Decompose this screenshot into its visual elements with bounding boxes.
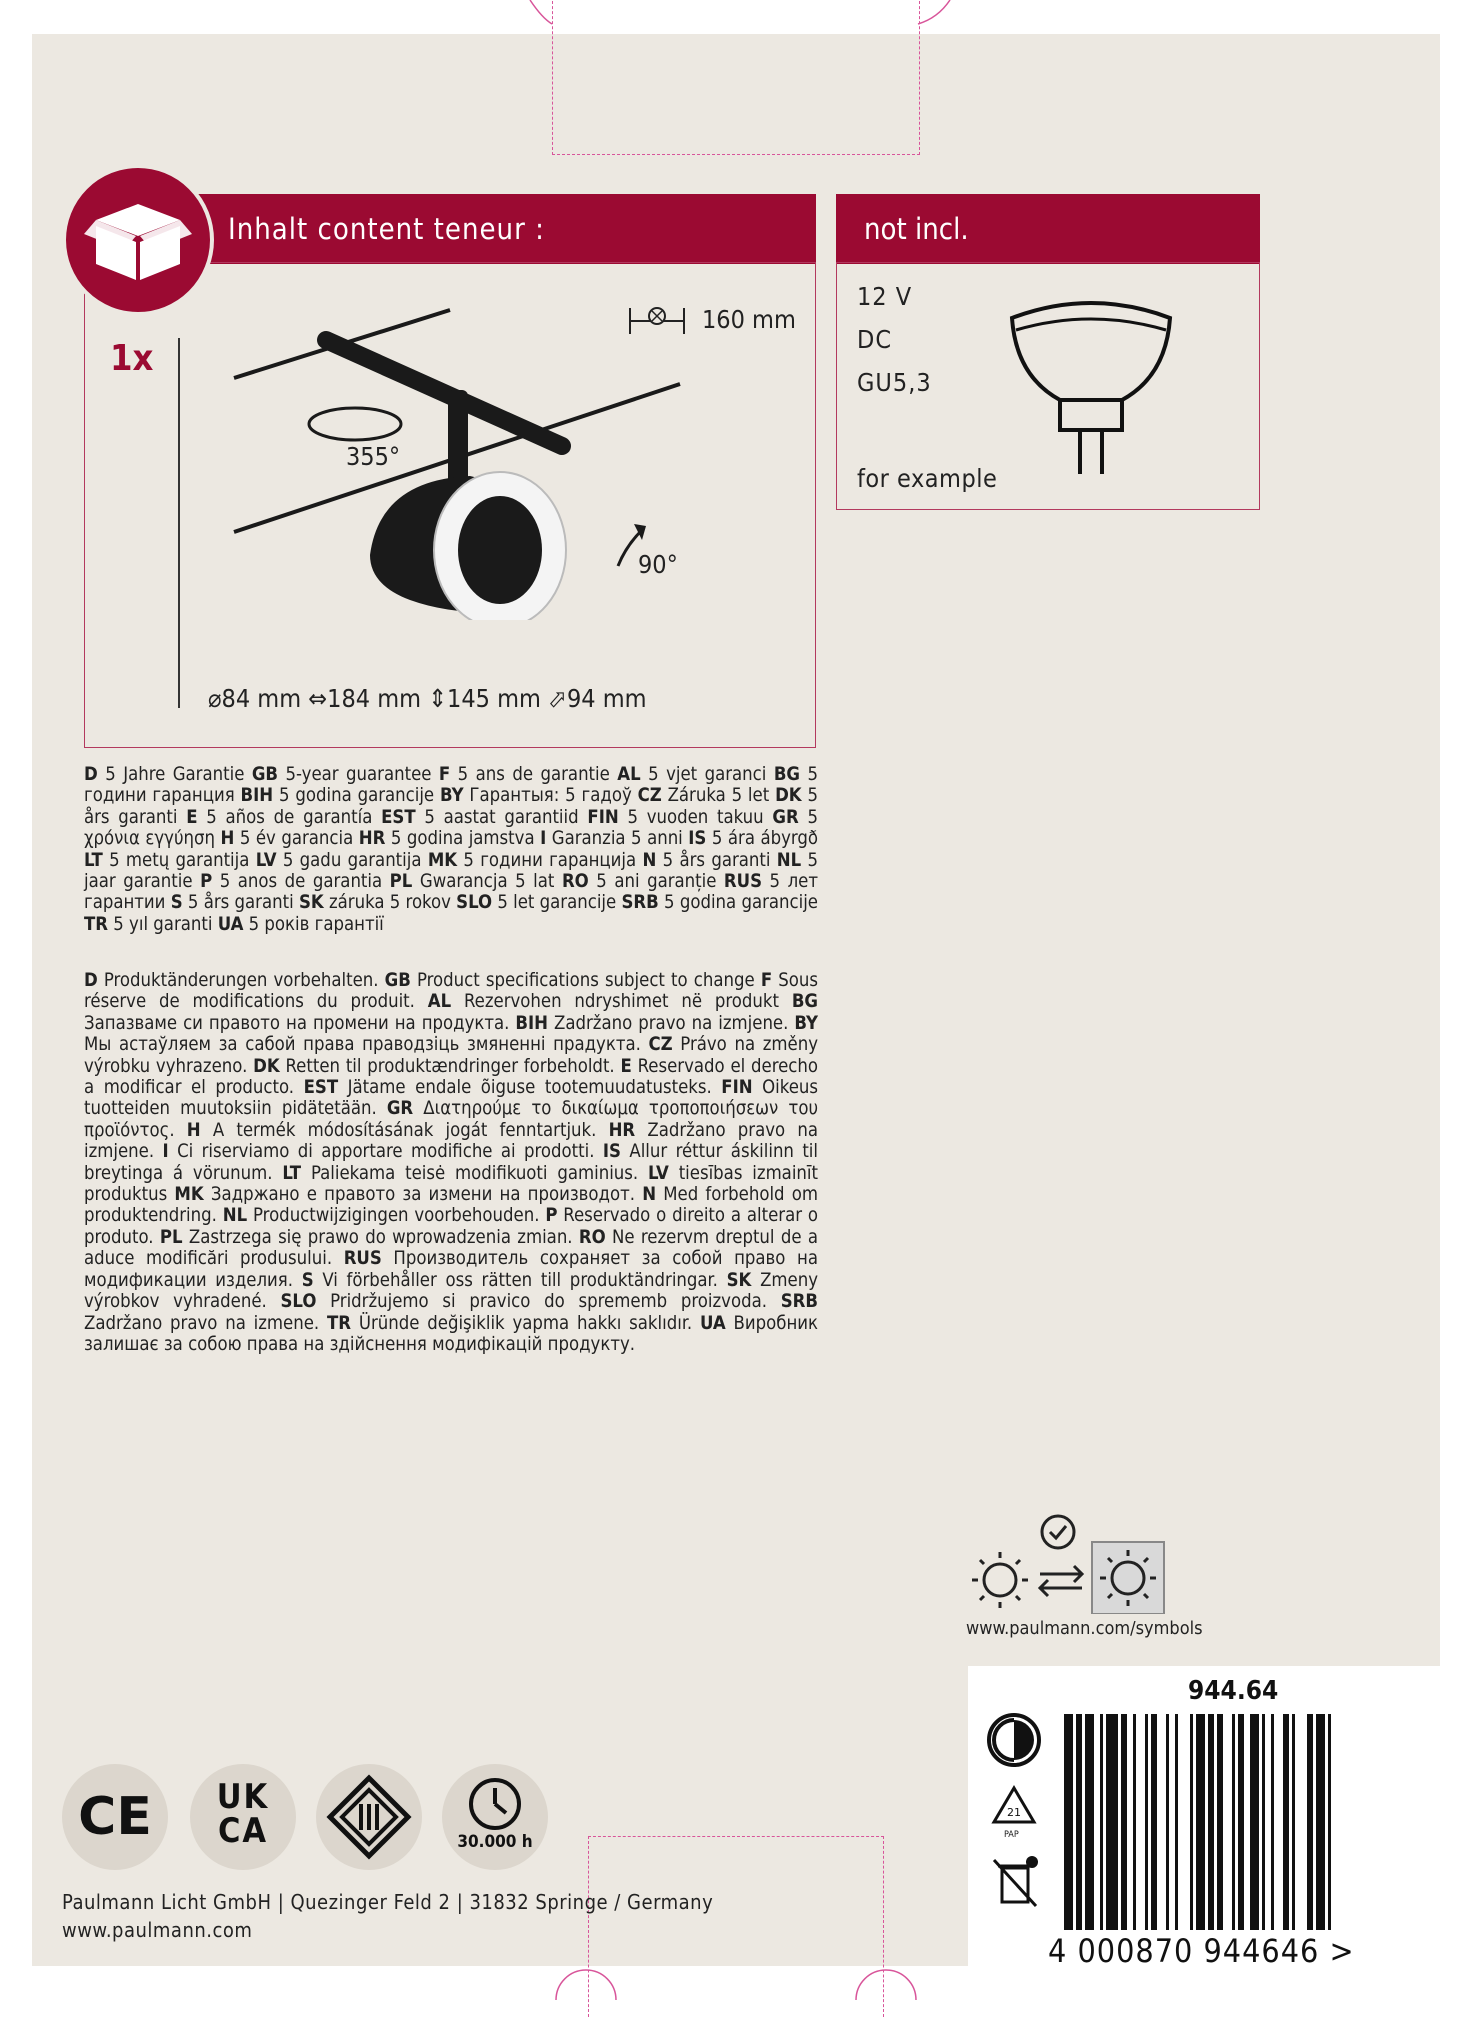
not-included-header: not incl. [836, 194, 1260, 264]
localized-text: Vi förbehåller oss rätten till produktändringar. [313, 1269, 727, 1291]
country-code: BIH [240, 785, 274, 807]
country-code: D [84, 970, 98, 991]
country-code: LT [282, 1162, 302, 1184]
barcode-bar [1328, 1714, 1331, 1930]
localized-text: 5 év garancia [234, 828, 359, 850]
weee-bin-icon [992, 1854, 1042, 1910]
package-box-icon [66, 168, 210, 312]
localized-text: 5 años de garantía [197, 806, 382, 828]
dimensions-row [208, 684, 647, 713]
localized-text: 5 χρόνια εγγύηση [84, 806, 819, 850]
barcode-bar [1217, 1714, 1223, 1930]
localized-text: 5 års garanti [182, 892, 299, 914]
localized-text: Ne rezervm dreptul de a aduce modificări produsului. [84, 1226, 818, 1270]
width-value: 184 mm [327, 684, 422, 713]
diameter-icon: ⌀ [208, 684, 222, 713]
localized-text: 5 години гаранција [457, 849, 643, 871]
height-value: 145 mm [447, 684, 541, 713]
country-code: FIN [587, 806, 619, 828]
projection-value: 94 mm [566, 684, 647, 713]
localized-text: Paliekama teisė modifikuoti gaminius. [301, 1162, 649, 1184]
lifetime-hours: 30.000 h [457, 1832, 533, 1852]
localized-text: Právo na změny výrobku vyhrazeno. [84, 1034, 818, 1077]
localized-text: Задржано е правото за измени на производот. [203, 1184, 643, 1206]
country-code: UA [700, 1312, 726, 1334]
disclaimer-text [84, 970, 818, 1355]
localized-text: 5 jaar garantie [84, 849, 819, 893]
localized-text: 5 ára ábyrgð [706, 828, 818, 850]
ean-number: 4 000870 944646 > [1048, 1932, 1355, 1970]
localized-text: 5 vjet garanci [640, 764, 774, 785]
green-dot-icon [986, 1712, 1042, 1768]
country-code: AL [617, 764, 641, 785]
localized-text: 5 gadu garantija [276, 849, 428, 871]
localized-text: Zastrzega się prawo do wprowadzenia zmian. [182, 1226, 579, 1248]
country-code: H [220, 828, 235, 850]
country-code: CZ [648, 1034, 673, 1056]
country-code: F [438, 764, 451, 785]
country-code: N [642, 849, 657, 871]
localized-text: Zmeny výrobkov vyhradené. [84, 1269, 818, 1313]
localized-text: Üründe değişiklik yapma hakkı saklıdır. [351, 1312, 701, 1334]
localized-text: Запазваме си правото на промени на продукта. [84, 1012, 516, 1034]
localized-text: Zadržano pravo na izmjene. [548, 1012, 795, 1034]
company-address: Paulmann Licht GmbH | Quezinger Feld 2 | 31832 Springe / Germany [62, 1890, 714, 1914]
localized-text: Διατηρούμε το δικαίωμα τροποποιήσεων του προϊόντος. [84, 1098, 819, 1141]
country-code: HR [608, 1119, 636, 1141]
country-code: E [620, 1055, 632, 1077]
country-code: LV [648, 1162, 669, 1184]
country-code: BG [791, 991, 818, 1013]
country-code: H [186, 1119, 201, 1141]
localized-text: 5 godina garancije [658, 892, 818, 914]
country-code: SK [298, 892, 324, 914]
ukca-bottom: CA [217, 1811, 269, 1851]
country-code: I [540, 828, 547, 850]
localized-text: záruka 5 rokov [323, 892, 457, 914]
barcode-bar [1271, 1714, 1274, 1930]
barcode-bar [1076, 1714, 1082, 1930]
country-code: GB [384, 970, 411, 991]
country-code: MK [174, 1184, 204, 1206]
ce-badge [62, 1764, 168, 1870]
localized-text: 5 години гаранция [84, 764, 818, 807]
tilt-angle: 90° [638, 550, 678, 579]
divider-line [178, 338, 180, 708]
barcode-bar [1238, 1714, 1244, 1930]
localized-text: 5 aastat garantiid [415, 806, 588, 828]
country-code: SLO [456, 892, 493, 914]
country-code: GR [386, 1098, 414, 1120]
barcode-bar [1175, 1714, 1178, 1930]
localized-text: Reservado el derecho a modificar el producto. [84, 1055, 819, 1099]
ukca-badge [190, 1764, 296, 1870]
localized-text: 5 års garanti [84, 785, 818, 828]
country-code: RUS [723, 871, 763, 893]
barcode-bar [1145, 1714, 1148, 1930]
country-code: D [84, 764, 98, 785]
symbols-url: www.paulmann.com/symbols [966, 1618, 1203, 1639]
class-iii-icon [316, 1764, 422, 1870]
quantity: 1x [110, 338, 154, 379]
localized-text: 5 let garancije [492, 892, 622, 914]
ukca-top: UK [216, 1777, 270, 1817]
lamp-base: GU5,3 [857, 368, 932, 397]
country-code: MK [427, 849, 458, 871]
article-number: 944.64 [1188, 1676, 1279, 1706]
country-code: CZ [637, 785, 662, 807]
localized-text: Гарантыя: 5 гадоў [463, 785, 638, 807]
localized-text: 5 års garanti [656, 849, 777, 871]
country-code: RUS [343, 1248, 382, 1270]
localized-text: Виробник залишає за собою права на здійснення модифікацій продукту. [84, 1312, 819, 1355]
localized-text: 5 anos de garantia [212, 871, 390, 893]
barcode-bar [1085, 1714, 1094, 1930]
country-code: PL [159, 1226, 183, 1248]
country-code: P [200, 871, 213, 893]
country-code: EST [381, 806, 416, 828]
localized-text: 5 років гарантії [243, 913, 384, 935]
country-code: NL [222, 1205, 248, 1227]
projection-icon: ⬀ [548, 684, 567, 713]
localized-text: Sous réserve de modifications du produit. [84, 970, 818, 1013]
protection-class-badge [316, 1764, 422, 1870]
localized-text: Reservado o direito a alterar o produto. [84, 1205, 819, 1248]
localized-text: Produktänderungen vorbehalten. [97, 970, 385, 991]
country-code: GB [251, 764, 279, 785]
ce-mark: CE [78, 1787, 152, 1847]
country-code: BY [794, 1012, 818, 1034]
localized-text: Záruka 5 let [661, 785, 776, 807]
country-code: IS [602, 1141, 621, 1163]
localized-text: Мы астаўляем за сабой права праводзіць змяненні прадукта. [84, 1034, 649, 1056]
country-code: SLO [280, 1291, 317, 1313]
localized-text: 5 godina garancije [273, 785, 440, 807]
country-code: BIH [515, 1012, 549, 1034]
localized-text: A termék módosításának jogát fenntartjuk. [200, 1119, 609, 1141]
country-code: DK [253, 1055, 280, 1077]
country-code: SRB [780, 1291, 818, 1313]
box-icon-circle [62, 164, 214, 316]
localized-text: Jätame endale õiguse tootemuudatusteks. [338, 1077, 722, 1099]
country-code: UA [217, 913, 244, 935]
localized-text: Productwijzigingen voorbehouden. [247, 1205, 546, 1227]
current-type: DC [857, 325, 893, 354]
for-example-note: for example [857, 464, 998, 493]
barcode-bar [1106, 1714, 1118, 1930]
voltage: 12 V [857, 282, 913, 311]
barcode-bar [1151, 1714, 1157, 1930]
barcode-bar [1292, 1714, 1295, 1930]
country-code: S [170, 892, 183, 914]
barcode-bar [1196, 1714, 1205, 1930]
country-code: TR [84, 913, 109, 935]
barcode-bar [1262, 1714, 1265, 1930]
localized-text: 5 Jahre Garantie [97, 764, 252, 785]
lamp-length: 160 mm [702, 305, 796, 334]
localized-text: Garanzia 5 anni [546, 828, 689, 850]
barcode-bar [1190, 1714, 1193, 1930]
localized-text: 5 vuoden takuu [618, 806, 773, 828]
localized-text: Zadržano pravo na izmjene. [84, 1119, 818, 1163]
barcode-bar [1232, 1714, 1235, 1930]
company-info [62, 1888, 713, 1944]
lamp-length-icon [626, 304, 688, 338]
dieline-top-curves [510, 0, 970, 30]
guarantee-text [84, 764, 818, 935]
clock-icon [442, 1764, 548, 1834]
country-code: LT [84, 849, 103, 871]
country-code: S [301, 1269, 314, 1291]
country-code: SK [726, 1269, 752, 1291]
gu53-bulb-icon [1006, 296, 1176, 482]
country-code: RO [561, 871, 589, 893]
content-header: Inhalt content teneur : [190, 194, 816, 264]
country-code: N [642, 1184, 657, 1206]
barcode-bar [1064, 1714, 1073, 1930]
country-code: F [760, 970, 773, 991]
localized-text: Allur réttur áskilinn til breytinga á vörunum. [84, 1141, 818, 1184]
country-code: EST [303, 1077, 339, 1099]
country-code: SRB [621, 892, 659, 914]
barcode-bar [1121, 1714, 1127, 1930]
localized-text: Product specifications subject to change [410, 970, 761, 991]
country-code: LV [255, 849, 277, 871]
localized-text: 5 ani garanție [588, 871, 724, 893]
country-code: PL [389, 871, 413, 893]
barcode-bar [1208, 1714, 1214, 1930]
country-code: NL [776, 849, 802, 871]
lifetime-badge [442, 1764, 548, 1870]
localized-text: 5 godina jamstva [385, 828, 541, 850]
localized-text: Med forbehold om produktendring. [84, 1184, 818, 1227]
dieline-bottom-curves [550, 1964, 930, 2000]
barcode-bar [1307, 1714, 1313, 1930]
localized-text: Oikeus tuotteiden muutoksiin pidätetään. [84, 1077, 818, 1120]
spotlight-illustration [230, 300, 790, 620]
country-code: BY [439, 785, 464, 807]
barcode-bar [1166, 1714, 1169, 1930]
country-code: DK [775, 785, 802, 807]
recycling-material: PAP [1004, 1830, 1019, 1840]
company-website: www.paulmann.com [62, 1918, 253, 1942]
localized-text: Gwarancja 5 lat [412, 871, 562, 893]
barcode-bar [1133, 1714, 1136, 1930]
localized-text: 5 лет гарантии [84, 871, 818, 914]
diameter-value: 84 mm [221, 684, 302, 713]
barcode-bar [1250, 1714, 1259, 1930]
ean-barcode [1064, 1714, 1404, 1930]
localized-text: 5-year guarantee [278, 764, 439, 785]
localized-text: tiesības izmainīt produktus [84, 1162, 818, 1206]
width-icon: ⇔ [308, 684, 328, 713]
light-comparison-icon [964, 1508, 1174, 1614]
barcode-bar [1316, 1714, 1325, 1930]
localized-text: 5 ans de garantie [450, 764, 618, 785]
recycling-code: 21 [1007, 1806, 1021, 1819]
country-code: FIN [721, 1077, 753, 1099]
country-code: I [162, 1141, 169, 1163]
country-code: IS [688, 828, 707, 850]
country-code: AL [427, 991, 452, 1013]
height-icon: ⇕ [428, 684, 448, 713]
localized-text: Rezervohen ndryshimet në produkt [451, 991, 792, 1013]
localized-text: 5 metų garantija [102, 849, 256, 871]
localized-text: Pridržujemo si pravico do sprememb proizvoda. [316, 1291, 781, 1313]
localized-text: Retten til produktændringer forbeholdt. [279, 1055, 621, 1077]
barcode-bar [1100, 1714, 1103, 1930]
country-code: GR [772, 806, 799, 828]
localized-text: Zadržano pravo na izmene. [84, 1312, 327, 1334]
country-code: E [186, 806, 198, 828]
rotation-angle: 355° [346, 442, 401, 471]
recycling-icon [990, 1784, 1038, 1832]
country-code: RO [578, 1226, 606, 1248]
localized-text: Производитель сохраняет за собой право на модификации изделия. [84, 1248, 818, 1291]
localized-text: 5 yıl garanti [108, 913, 218, 935]
country-code: HR [358, 828, 386, 850]
country-code: P [545, 1205, 558, 1227]
country-code: BG [773, 764, 801, 785]
barcode-bar [1283, 1714, 1289, 1930]
country-code: TR [327, 1312, 352, 1334]
localized-text: Ci riserviamo di apportare modifiche ai prodotti. [168, 1141, 603, 1163]
